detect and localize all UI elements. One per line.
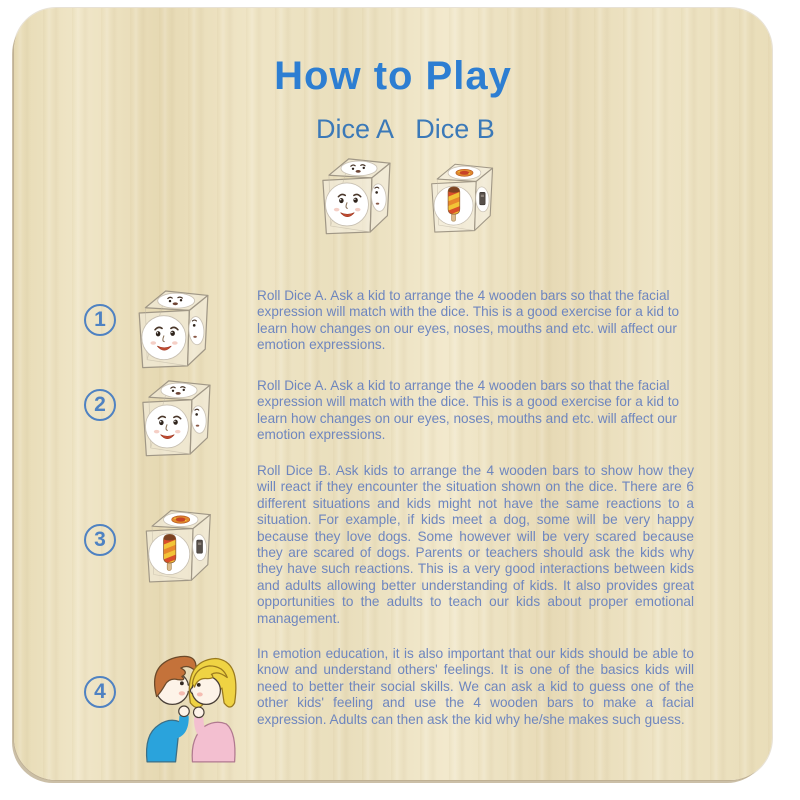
- step-3-text: Roll Dice B. Ask kids to arrange the 4 wooden bars to show how they will react if they encounter the situation shown on the dice. There are 6 different situations and kids might not have the same reactions to a situation. For example, if kids meet a dog, some will be very happy because they love dogs. Some however will be very scared because they are scared of dogs. Parents or teachers should ask the kids why they have such reactions. This is a very good interactions between kids and adults allowing better understanding of kids. It also provides great opportunities to the adults to teach our kids about proper emotional management.: [257, 463, 694, 626]
- two-kids-talking-icon: [120, 648, 248, 764]
- face-dice-icon: [126, 284, 214, 372]
- face-dice-icon: [130, 374, 216, 460]
- wooden-instruction-board: [14, 8, 772, 780]
- step-1-number: 1: [84, 304, 116, 336]
- step-2-number: 2: [84, 389, 116, 421]
- step-4-text: In emotion education, it is also important that our kids should be able to know and understand others' feelings. It is one of the basics kids will need to better their social skills. We can ask a kid to guess one of the other kids' feeling and use the 4 wooden bars to make a facial expression. Adults can then ask the kid why he/she makes such guess.: [257, 646, 694, 727]
- step-1-text: Roll Dice A. Ask a kid to arrange the 4 wooden bars so that the facial expression will match with the dice. This is a good exercise for a kid to learn how changes on our eyes, noses, mouths and etc. will affect our emotion expressions.: [257, 288, 680, 353]
- step-3-number: 3: [84, 524, 116, 556]
- situation-dice-icon: [134, 504, 216, 586]
- step-4-number: 4: [84, 676, 116, 708]
- dice-b-label: Dice B: [415, 114, 495, 144]
- face-dice-icon: [310, 152, 396, 238]
- dice-a-label: Dice A: [315, 114, 395, 144]
- step-2-text: Roll Dice A. Ask a kid to arrange the 4 wooden bars so that the facial expression will match with the dice. This is a good exercise for a kid to learn how changes on our eyes, noses, mouths and etc. will affect our emotion expressions.: [257, 378, 680, 443]
- situation-dice-icon: [420, 158, 498, 236]
- page-title: How to Play: [274, 54, 512, 98]
